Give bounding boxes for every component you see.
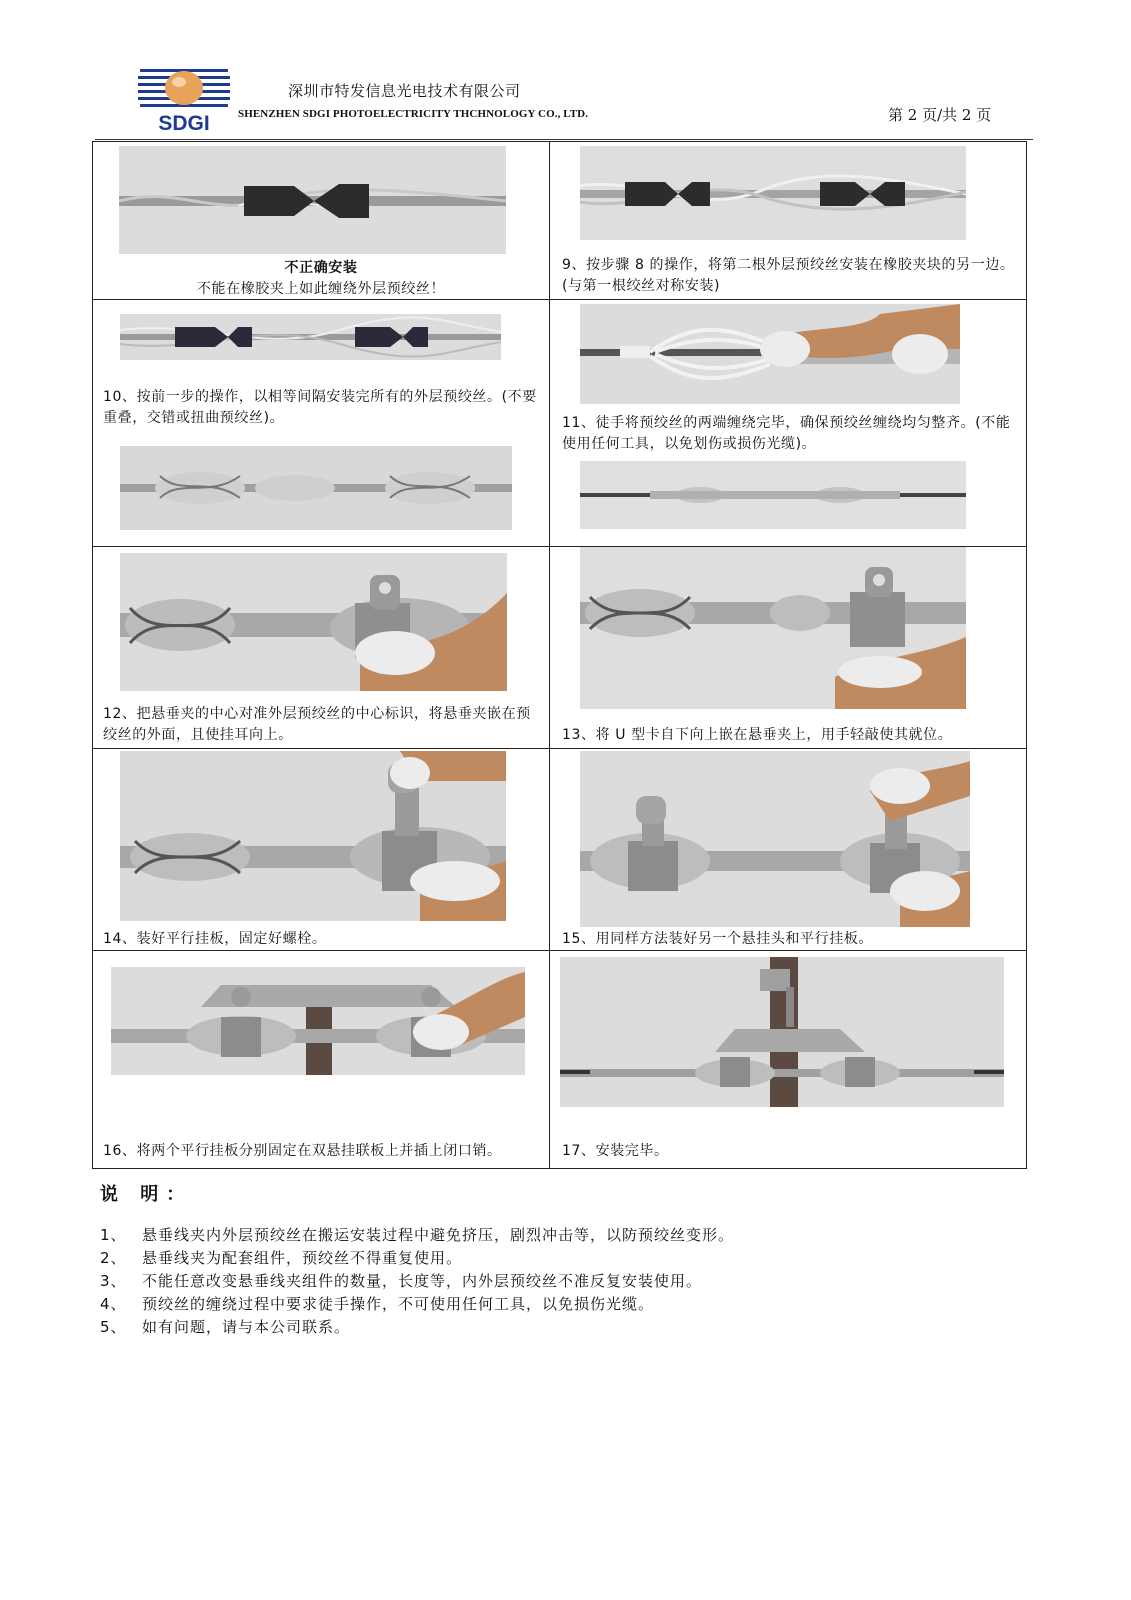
page-header — [0, 0, 1131, 142]
caption-step-10: 10、按前一步的操作，以相等间隔安装完所有的外层预绞丝。(不要重叠，交错或扭曲预绞丝)。 — [103, 389, 537, 426]
note-number: 5、 — [100, 1318, 127, 1336]
note-text: 如有问题，请与本公司联系。 — [142, 1318, 351, 1336]
incorrect-title: 不正确安装 — [284, 260, 358, 276]
photo-incorrect-install — [119, 146, 506, 254]
caption-step-12: 12、把悬垂夹的中心对准外层预绞丝的中心标识，将悬垂夹嵌在预绞丝的外面，且使挂耳向上。 — [103, 706, 531, 743]
caption-step-13: 13、将 U 型卡自下向上嵌在悬垂夹上，用手轻敲使其就位。 — [562, 727, 953, 743]
caption-step-11: 11、徒手将预绞丝的两端缠绕完毕，确保预绞丝缠绕均匀整齐。(不能使用任何工具，以免划伤或损伤光缆)。 — [562, 415, 1011, 452]
incorrect-text: 不能在橡胶夹上如此缠绕外层预绞丝！ — [196, 281, 446, 297]
photo-step-10b — [120, 446, 512, 530]
note-item — [100, 1316, 1000, 1339]
note-number: 3、 — [100, 1272, 127, 1290]
note-number: 4、 — [100, 1295, 127, 1313]
step-cell-12 — [93, 547, 550, 749]
photo-step-15 — [580, 751, 970, 927]
caption-step-9: 9、按步骤 8 的操作，将第二根外层预绞丝安装在橡胶夹块的另一边。(与第一根绞丝对称安装) — [562, 257, 1015, 294]
photo-step-11a — [580, 304, 960, 404]
installation-steps-table — [92, 141, 1027, 1169]
company-logo — [138, 66, 230, 134]
caption-step-17: 17、安装完毕。 — [562, 1143, 669, 1159]
step-cell-9 — [550, 142, 1027, 300]
step-cell-15 — [550, 749, 1027, 951]
company-name-cn: 深圳市特发信息光电技术有限公司 — [288, 82, 521, 100]
note-item — [100, 1224, 1000, 1247]
photo-step-16 — [111, 967, 525, 1075]
note-item — [100, 1293, 1000, 1316]
photo-step-12 — [120, 553, 507, 691]
note-text: 悬垂线夹内外层预绞丝在搬运安装过程中避免挤压，剧烈冲击等，以防预绞丝变形。 — [142, 1226, 735, 1244]
step-cell-17 — [550, 951, 1027, 1169]
step-cell-11 — [550, 300, 1027, 547]
photo-step-13 — [580, 547, 966, 709]
page-number: 第 2 页/共 2 页 — [888, 106, 992, 124]
photo-step-14 — [120, 751, 506, 921]
caption-step-15: 15、用同样方法装好另一个悬挂头和平行挂板。 — [562, 931, 874, 947]
header-divider — [95, 139, 1033, 140]
note-item — [100, 1270, 1000, 1293]
caption-incorrect — [93, 258, 549, 300]
notes-section — [100, 1180, 1000, 1339]
photo-step-10a — [120, 314, 501, 360]
note-number: 2、 — [100, 1249, 127, 1267]
step-cell-10 — [93, 300, 550, 547]
company-name-en: SHENZHEN SDGI PHOTOELECTRICITY THCHNOLOGY CO., LTD. — [238, 108, 589, 120]
step-cell-13 — [550, 547, 1027, 749]
photo-step-9 — [580, 146, 966, 240]
note-item — [100, 1247, 1000, 1270]
step-cell-incorrect — [93, 142, 550, 300]
photo-step-17 — [560, 957, 1004, 1107]
step-cell-16 — [93, 951, 550, 1169]
note-text: 预绞丝的缠绕过程中要求徒手操作，不可使用任何工具，以免损伤光缆。 — [142, 1295, 655, 1313]
note-number: 1、 — [100, 1226, 127, 1244]
note-text: 悬垂线夹为配套组件，预绞丝不得重复使用。 — [142, 1249, 463, 1267]
step-cell-14 — [93, 749, 550, 951]
photo-step-11b — [580, 461, 966, 529]
caption-step-14: 14、装好平行挂板，固定好螺栓。 — [103, 931, 327, 947]
logo-text: SDGI — [158, 112, 210, 134]
note-text: 不能任意改变悬垂线夹组件的数量，长度等，内外层预绞丝不准反复安装使用。 — [142, 1272, 703, 1290]
notes-title: 说 明： — [100, 1184, 193, 1205]
caption-step-16: 16、将两个平行挂板分别固定在双悬挂联板上并插上闭口销。 — [103, 1143, 502, 1159]
